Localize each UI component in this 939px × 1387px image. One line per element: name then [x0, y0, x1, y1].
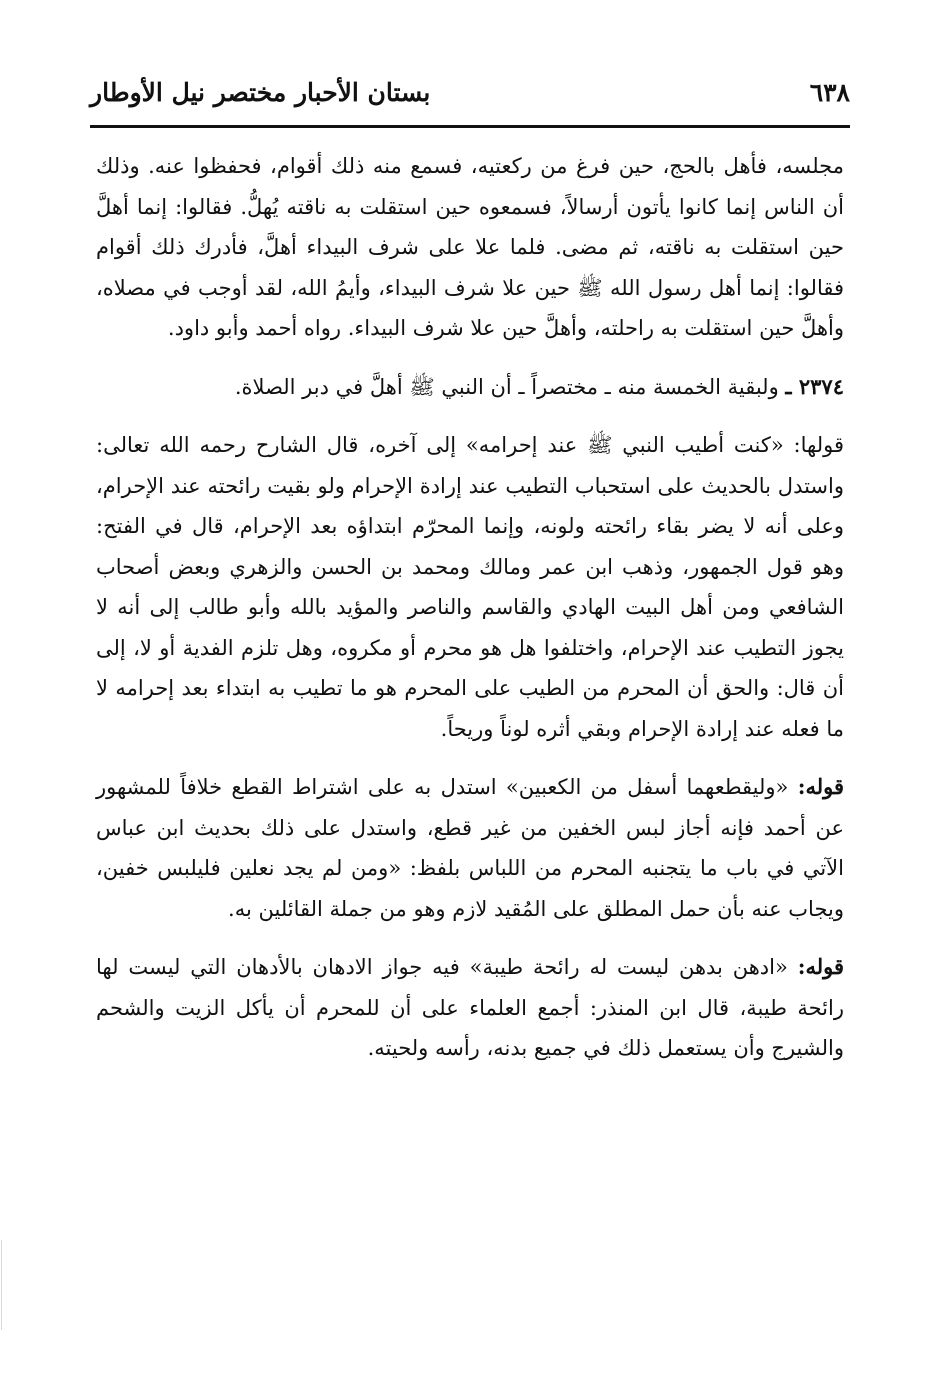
- paragraph-commentary-oil: [96, 947, 844, 1069]
- paragraph-text: مجلسه، فأهل بالحج، حين فرغ من ركعتيه، فسمع منه ذلك أقوام، فحفظوا عنه. وذلك أن الناس إنما كانوا يأتون أرسالاً، فسمعوه حين استقلت به ناقته يُهلُّ. فقالوا: إنما أهلَّ حين استقلت به ناقته، ثم مضى. فلما علا على شرف البيداء أهلَّ، فأدرك ذلك أقوام فقالوا: إنما أهل رسول الله ﷺ حين علا شرف البيداء، وأيمُ الله، لقد أوجب في مصلاه، وأهلَّ حين استقلت به راحلته، وأهلَّ حين علا شرف البيداء. رواه أحمد وأبو داود.: [96, 154, 844, 340]
- header-rule: [90, 125, 850, 128]
- paragraph-hadith-2374: [96, 367, 844, 408]
- paragraph-commentary-khuff: [96, 767, 844, 929]
- page-body: [96, 146, 844, 1087]
- paragraph-text: قولها: «كنت أطيب النبي ﷺ عند إحرامه» إلى آخره، قال الشارح رحمه الله تعالى: واستدل بالحديث على استحباب التطيب عند إرادة الإحرام ولو بقيت رائحته عند الإحرام، وعلى أنه لا يضر بقاء رائحته ولونه، وإنما المحرّم ابتداؤه بعد الإحرام، قال في الفتح: وهو قول الجمهور، وذهب ابن عمر ومالك ومحمد بن الحسن والزهري وبعض أصحاب الشافعي ومن أهل البيت الهادي والقاسم والناصر والمؤيد بالله وأبو طالب إلى أنه لا يجوز التطيب عند الإحرام، واختلفوا هل هو محرم أو مكروه، وهل تلزم الفدية أو لا، إلى أن قال: والحق أن المحرم من الطيب على المحرم هو ما تطيب به ابتداء بعد إحرامه لا ما فعله عند إرادة الإحرام وبقي أثره لوناً وريحاً.: [96, 433, 844, 741]
- paragraph-text: «وليقطعهما أسفل من الكعبين» استدل به على اشتراط القطع خلافاً للمشهور عن أحمد فإنه أجاز لبس الخفين من غير قطع، واستدل على ذلك بحديث ابن عباس الآتي في باب ما يتجنبه المحرم من اللباس بلفظ: «ومن لم يجد نعلين فليلبس خفين، ويجاب عنه بأن حمل المطلق على المُقيد لازم وهو من جملة القائلين به.: [96, 775, 844, 921]
- paragraph-commentary-perfume: [96, 425, 844, 749]
- hadith-number: ٢٣٧٤ ـ: [785, 373, 844, 399]
- paragraph-hadith-continuation: [96, 146, 844, 349]
- scan-edge-mark: [1, 1240, 2, 1330]
- paragraph-text: «ادهن بدهن ليست له رائحة طيبة» فيه جواز الادهان بالأدهان التي ليست لها رائحة طيبة، قال ابن المنذر: أجمع العلماء على أن للمحرم أن يأكل الزيت والشحم والشيرج وأن يستعمل ذلك في جميع بدنه، رأسه ولحيته.: [96, 955, 844, 1060]
- paragraph-lead: قوله:: [797, 774, 844, 799]
- page-header: [90, 70, 850, 124]
- paragraph-text: ولبقية الخمسة منه ـ مختصراً ـ أن النبي ﷺ أهلَّ في دبر الصلاة.: [234, 374, 786, 399]
- paragraph-lead: قوله:: [797, 954, 844, 979]
- page-number: ٦٣٨: [809, 78, 850, 107]
- running-title: بستان الأحبار مختصر نيل الأوطار: [90, 78, 431, 107]
